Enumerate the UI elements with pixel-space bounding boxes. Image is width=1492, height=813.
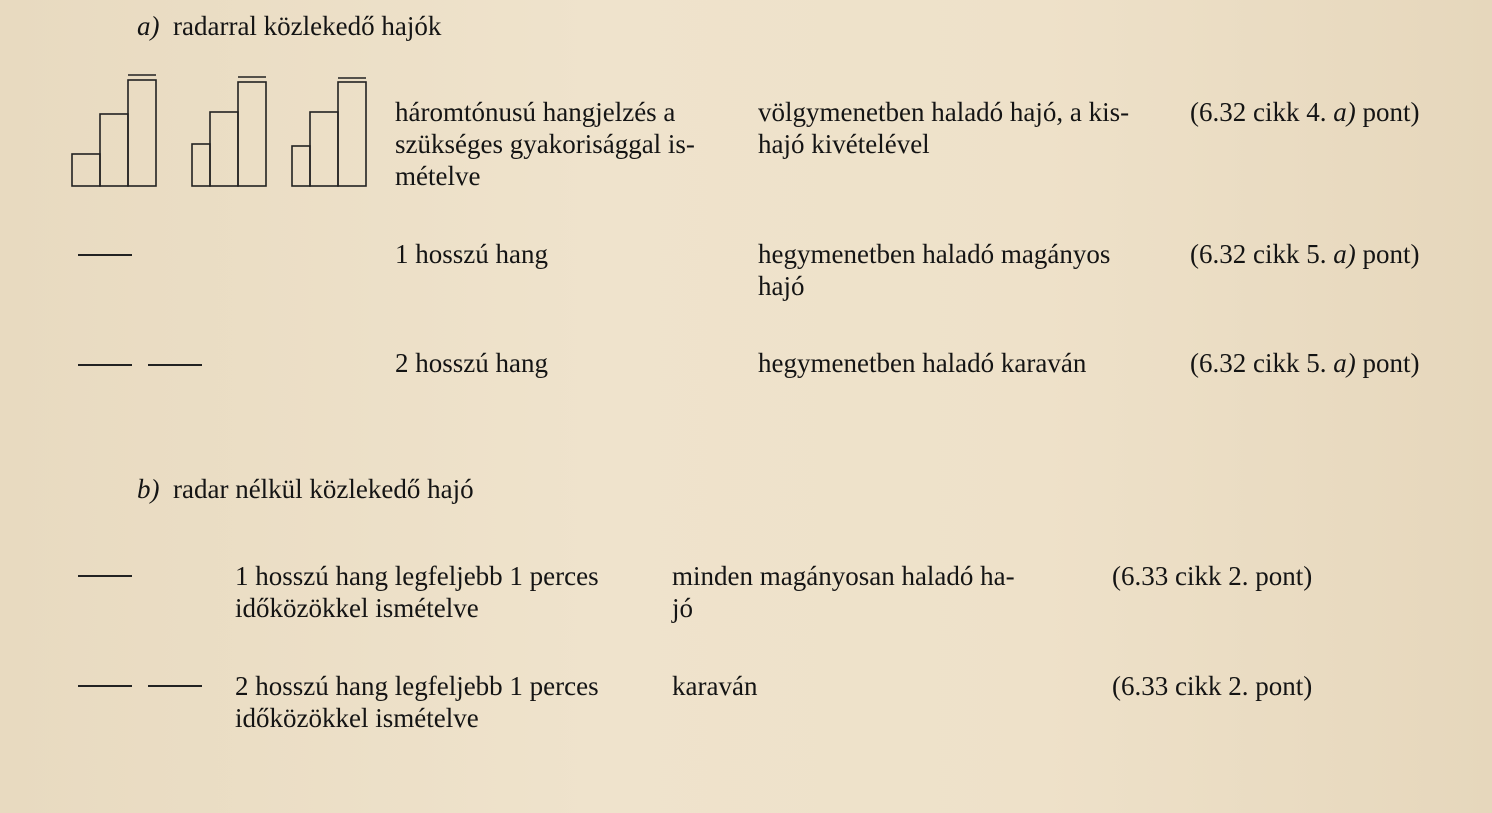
section-a-letter: a) <box>137 11 160 41</box>
long-blast-line <box>78 364 132 366</box>
long-blast-line <box>78 575 132 577</box>
row-b1-description: 1 hosszú hang legfeljebb 1 perces időközökkel ismételve <box>235 561 599 623</box>
section-a-heading <box>137 10 441 42</box>
row-b1-vessel: minden magányosan haladó ha- jó <box>672 561 1015 623</box>
row-a2-reference: (6.32 cikk 5. a) pont) <box>1190 239 1420 269</box>
row-a3-vessel: hegymenetben haladó karaván <box>758 348 1087 378</box>
long-blast-line <box>78 685 132 687</box>
row-a3-reference: (6.32 cikk 5. a) pont) <box>1190 348 1420 378</box>
row-a1-description: háromtónusú hangjelzés a szükséges gyakorisággal is- mételve <box>395 97 695 191</box>
row-b2-description: 2 hosszú hang legfeljebb 1 perces időközökkel ismételve <box>235 671 599 733</box>
row-a3-description: 2 hosszú hang <box>395 348 548 378</box>
row-a1-reference: (6.32 cikk 4. a) pont) <box>1190 97 1420 127</box>
section-a-title: radarral közlekedő hajók <box>173 11 442 41</box>
long-blast-line <box>78 254 132 256</box>
row-b2-vessel: karaván <box>672 671 758 701</box>
section-b-letter: b) <box>137 474 160 504</box>
long-blast-line <box>148 364 202 366</box>
long-blast-line <box>148 685 202 687</box>
three-tone-signal-icon <box>70 74 370 189</box>
row-b2-reference: (6.33 cikk 2. pont) <box>1112 671 1313 701</box>
row-a2-vessel: hegymenetben haladó magányos hajó <box>758 239 1111 301</box>
row-a1-vessel: völgymenetben haladó hajó, a kis- hajó kivételével <box>758 97 1130 159</box>
section-b-heading <box>137 473 474 505</box>
row-b1-reference: (6.33 cikk 2. pont) <box>1112 561 1313 591</box>
row-a2-description: 1 hosszú hang <box>395 239 548 269</box>
section-b-title: radar nélkül közlekedő hajó <box>173 474 474 504</box>
